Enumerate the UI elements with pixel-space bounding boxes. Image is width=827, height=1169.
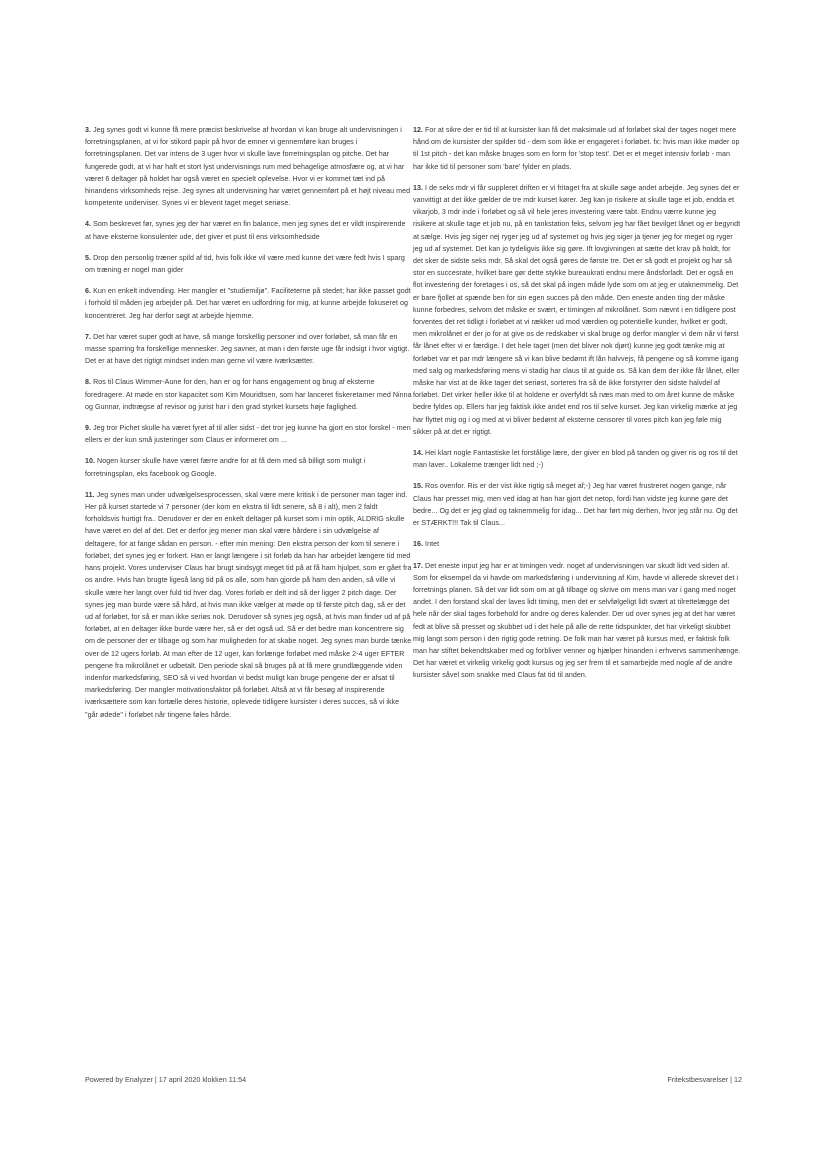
entry-number: 5.: [85, 253, 92, 262]
entry-number: 16.: [413, 540, 424, 549]
entry-9: [85, 422, 413, 446]
left-column: [85, 124, 413, 730]
entry-13: [413, 182, 741, 438]
entry-text: Jeg synes godt vi kunne få mere præcist beskrivelse af hvordan vi kan bruge alt undervisningen i forretningsplanen, at vi for stikord papir på hvor de emner vi gennemføre kan bruges i forretningsplanen. Det var intens de 3 uger hvor vi skulle lave forretningsplan og pitche. Det har fungerede godt, at vi har haft et stort lyst undervisnings rum med behagelige atmosfære og, at vi har været 6 deltager på holdet har også været en specielt oplevelse. Hvor vi er kommet tæt ind på hinandens virksomheds rejse. Jeg synes alt undervisning har været gennemført på et højt niveau med kompetente underviser. Synes vi er blevent taget meget seriøse.: [85, 126, 411, 208]
footer-page-info: Fritekstbesvarelser | 12: [667, 1075, 742, 1084]
entry-number: 9.: [85, 424, 92, 433]
entry-text: Kun en enkelt indvending. Her mangler et "studiemiljø". Faciliteterne på stedet; har ikke passet godt i forhold til måden jeg arbejder på. Det har været en udfordring for mig, at kunne arbejde fokuseret og koncentreret. Jeg har derfor søgt at arbejde hjemme.: [85, 287, 411, 320]
entry-text: Jeg synes man under udvælgelsesprocessen, skal være mere kritisk i de personer man tager ind. Her på kurset startede vi 7 personer (der kom en ekstra til lidt senere, så 8 i alt), men 2 faldt forholdsvis hurtigt fra.. Derudover er der en enkelt deltager på kurset som i min optik, ALDRIG skulle have været en del af det. Det er derfor jeg mener man skal være hårdere i sin udvælgelse af deltagere, for at fange sådan en person. - efter min mening: Den ekstra person der kom til senere i forløbet, det synes jeg er forkert. Han er langt længere i sit forløb da han har arbejdet længere tid med hans projekt. Vores underviser Claus har brugt sindsygt meget tid på at få ham hjulpet, som er gået fra os andre. Hvis han brugte ligeså lang tid på os alle, som han gjorde på ham den anden, så ville vi skulle være her langt over fuld tid hver dag. Vores forløb er delt ind så der ligger 2 pitch dage. Der synes jeg man burde være så hård, at hvis man ikke vælger at møde op til første pitch dag, så er det ud af forløbet, for så er man ikke seriøs nok. Derudover så synes jeg også, at hvis man finder ud af på forløbet, at en deltager ikke burde være her, så er det også ud. Så er det bedre man koncentrere sig om de personer der er tilbage og som har muligheden for at skabe noget. Jeg synes man burde tænke over de 12 ugers forløb. At man efter de 12 uger, kan forlænge forløbet med måske 2-4 uger EFTER pengene fra mikrolånet er udbetalt. Den periode skal så bruges på at få mere grundlæggende viden indenfor markedsføring, SEO så vi ved hvordan vi bedst muligt kan bruge pengene der er afsat til markedsføring. Der mangler motivationsfaktor på forløbet. Altså at vi får besøg af inspirerende iværksættere som kan fortælle deres historie, oplevede tidligere kursister i deres succes, så vi ikke "går ødede" i forløbet når tingene føles hårde.: [85, 490, 412, 719]
entry-10: [85, 455, 413, 479]
entry-text: Hei klart nogle Fantastiske let forstålige lære, der giver en blod på tanden og giver ris og ros til det man laver.. Lokalerne trænger lidt ned ;-): [413, 449, 738, 470]
entry-text: Intet: [425, 540, 440, 549]
entry-11: [85, 489, 413, 721]
entry-text: Nogen kurser skulle have været færre andre for at få dem med så billigt som muligt i forretningsplan, eks facebook og Google.: [85, 457, 366, 478]
entry-number: 14.: [413, 449, 424, 458]
entry-number: 15.: [413, 482, 424, 491]
entry-12: [413, 124, 741, 173]
entry-text: Ros ovenfor. Ris er der vist ikke rigtig så meget af;-) Jeg har været frustreret nogen gange, når Claus har presset mig, men ved idag at han har gjort det netop, fordi han vidste jeg kunne gøre det bedre... Og det er jeg glad og taknemmelig for idag... Det har ført mig derhen, hvor jeg står nu. Og det er STÆRKT!!! Tak til Claus...: [413, 482, 738, 528]
entry-number: 3.: [85, 126, 92, 134]
entry-text: Det har været super godt at have, så mange forskellig personer ind over forløbet, så man får en masse sparring fra forskellige mennesker. Jeg savner, at man i den første uge får indsigt i hvor vigtigt. Det er at have det rigtigt mindset inden man gerne vil være iværksætter.: [85, 332, 410, 366]
entry-6: [85, 285, 413, 322]
right-column: [413, 124, 741, 691]
entry-number: 8.: [85, 378, 92, 387]
entry-7: [85, 331, 413, 368]
entry-number: 7.: [85, 332, 92, 341]
entry-text: Drop den personlig træner spild af tid, hvis folk ikke vil være med kunne det være fedt hvis I sparg om træning er nogel man gider: [85, 253, 405, 275]
entry-number: 11.: [85, 490, 95, 499]
entry-number: 6.: [85, 287, 92, 296]
entry-text: I de seks mdr vi får suppleret driften er vi fritaget fra at skulle søge andet arbejde. Jeg synes det er vanvittigt at det ikke gælder de tre mdr kurset kører. Jeg kan jo risikere at skulle tage et job, endda et vikarjob, 3 mdr inde i forløbet og så vil hele jeres investering være tabt. Endnu værre kunne jeg risikere at skulle tage et job nu, på en tankstation feks, selvom jeg har fået bevilget lånet og er begyndt at sælge. Hvis jeg siger nej ryger jeg ud af systemet og hvis jeg siger ja tjener jeg for meget og ryger jeg ud af systemet. Det kan jo tydeligvis ikke sig gøre. Ift lovgivningen at sætte det krav på holdt, for det sker de sidste seks mdr. Så skal det også gøres de første tre. Det er så godt et projekt og har så stor en succesrate, hvilket bare gør dette stykke bureaukrati endnu mere åndsforladt. Det er også en flot investering der foretages i os, så det skal på ingen måde lyde som om at jeg er utaknemmelig. Det er bare fjollet at spænde ben for sin egen succes på den måde. Den eneste anden ting der måske kunne forbedres, selvom det måske er svært, er timingen af mikrolånet. Som nævnt i en tidligere post forventes det ret tidligt i forløbet at vi rækker ud mod værdien og potentielle kunder, hvilket er godt, men mikrolånet er der jo for at give os de redskaber vi skal bruge og derfor mangler vi dem når vi først får lånet efter vi er færdige. I det hele taget (men det bliver nok djørt) kunne jeg godt tænke mig at forløbet var et par mdr længere så vi kan blive bedømt ift lån halvvejs, få pengene og så komme igang med salg og markedsføring mens vi stadig har claus til at guide os. Så kan dem der ikke får lånet, eller måske har vist at de ikke tager det seriøst, sorteres fra så de ikke forstyrrer den sidste halvdel af forløbet. Det virker heller ikke til at holdene er overfyldt så næs man med to om året kunne de måske bedre fyldes op. Ellers har jeg faktisk ikke andet end ros til selve kurset. Jeg kan virkelig mærke at jeg har flyttet mig og i og med at vi bliver bedømt af eksterne censorer til vores pitch kan jeg føle mig sikker på at det er rigtigt.: [413, 183, 741, 436]
entry-3: [85, 124, 413, 209]
entry-text: Jeg tror Pichet skulle ha været fyret af til aller sidst - det tror jeg kunne ha gjort en stor forskel - men ellers er der kun små justeringer som Claus er informeret om ...: [85, 424, 411, 445]
entry-number: 17.: [413, 561, 424, 570]
entry-17: [413, 560, 741, 682]
entry-4: [85, 218, 413, 242]
footer-powered-by: Powered by Enalyzer | 17 april 2020 klokken 11:54: [85, 1075, 247, 1084]
entry-text: Som beskrevet før, synes jeg der har været en fin balance, men jeg synes det er vildt inspirerende at have eksterne konsulenter ude, det giver et pust til ens virksomhedside: [85, 220, 406, 241]
entry-text: Det eneste input jeg har er at timingen vedr. noget af undervisningen var skudt lidt ved siden af. Som for eksempel da vi havde om markedsføring i undervisning af Kim, havde vi allerede skrevet det i forretnings planen. Så det var lidt som om at gå tilbage og skrive om mens man var i gang med noget andet. I den forstand skal der laves lidt timing, men det er selvfølgeligt lidt svært at tilrettelægge det hele når der skal tages forbehold for andre og deres kalender. Der ud over synes jeg at det har været fedt at blive så presset og skubbet ud i det hele på alle de rette tidspunkter, det har virkeligt skubbet mig langt som person i den rigtig gode retning. De folk man har været på kursus med, er faktisk folk man har stiftet bekendtskaber med og forbliver venner og hjælper hinanden i erhvervs sammenhænge. Det har været et virkelig virkelig godt kursus og jeg ser frem til et samarbejde med nogle af de andre kursister såvel som snakke med Claus fat tid til anden.: [413, 561, 741, 680]
entry-16: [413, 538, 741, 550]
entry-8: [85, 376, 413, 413]
entry-number: 13.: [413, 183, 424, 192]
entry-15: [413, 480, 741, 529]
entry-text: Ros til Claus Wimmer-Aune for den, han er og for hans engagement og brug af eksterne foredragere. At møde en stor kapacitet som Kim Mouridtsen, som har lanceret fiskeretamer med Ninna og Gunnar, indtrægse af revisor og jurist har i den grad styrket kursets høje faglighed.: [85, 378, 412, 411]
entry-number: 10.: [85, 457, 96, 466]
entry-5: [85, 252, 413, 276]
entry-number: 4.: [85, 220, 92, 229]
entry-14: [413, 447, 741, 471]
entry-text: For at sikre der er tid til at kursister kan få det maksimale ud af forløbet skal der tages noget mere hånd om de kursister der spilder tid - dem som ikke er engageret i forløbet. fx: hvis man ikke møder op til 1st pitch - det kan måske bruges som en form for 'stop test'. Det er et meget intensiv forløb - man har ikke tid til personer som 'bare' fylder en plads.: [413, 126, 740, 171]
entry-number: 12.: [413, 126, 424, 134]
